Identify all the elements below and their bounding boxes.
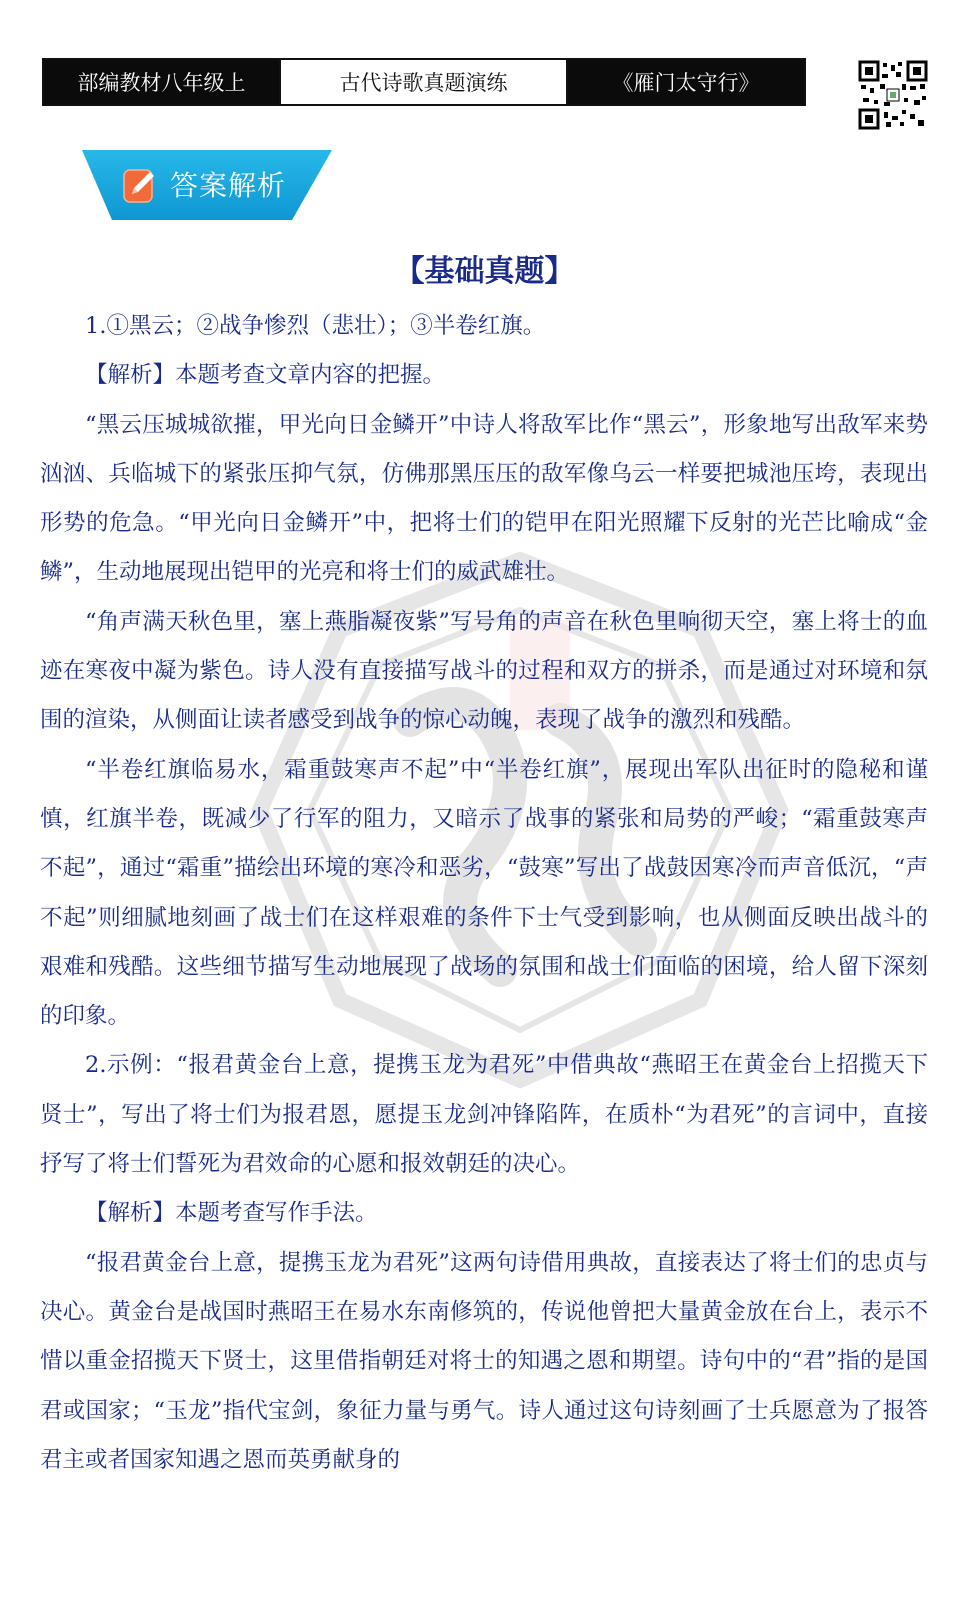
pencil-note-icon	[122, 166, 160, 204]
answer-content	[40, 302, 928, 1485]
badge-label: 答案解析	[170, 169, 287, 202]
header-bar	[42, 58, 806, 106]
qr-code-icon	[858, 60, 928, 130]
answer-analysis-badge	[82, 150, 332, 220]
analysis-paragraph: “黑云压城城欲摧，甲光向日金鳞开”中诗人将敌军比作“黑云”，形象地写出敌军来势汹汹、兵临城下的紧张压抑气氛，仿佛那黑压压的敌军像乌云一样要把城池压垮，表现出形势的危急。“甲光向日金鳞开”中，把将士们的铠甲在阳光照耀下反射的光芒比喻成“金鳞”，生动地展现出铠甲的光亮和将士们的威武雄壮。	[40, 411, 928, 586]
analysis-paragraph: “角声满天秋色里，塞上燕脂凝夜紫”写号角的声音在秋色里响彻天空，塞上将士的血迹在寒夜中凝为紫色。诗人没有直接描写战斗的过程和双方的拼杀，而是通过对环境和氛围的渲染，从侧面让读者感受到战争的惊心动魄，表现了战争的激烈和残酷。	[40, 608, 928, 734]
answer-2: 2.示例：“报君黄金台上意，提携玉龙为君死”中借典故“燕昭王在黄金台上招揽天下贤士”，写出了将士们为报君恩，愿提玉龙剑冲锋陷阵，在质朴“为君死”的言词中，直接抒写了将士们誓死为君效命的心愿和报效朝廷的决心。	[40, 1052, 928, 1178]
analysis-paragraph: “半卷红旗临易水，霜重鼓寒声不起”中“半卷红旗”，展现出军队出征时的隐秘和谨慎，红旗半卷，既减少了行军的阻力，又暗示了战事的紧张和局势的严峻；“霜重鼓寒声不起”，通过“霜重”描绘出环境的寒冷和恶劣，“鼓寒”写出了战鼓因寒冷而声音低沉，“声不起”则细腻地刻画了战士们在这样艰难的条件下士气受到影响，也从侧面反映出战斗的艰难和残酷。这些细节描写生动地展现了战场的氛围和战士们面临的困境，给人留下深刻的印象。	[40, 756, 928, 1030]
header-grade: 部编教材八年级上	[44, 60, 279, 104]
analysis-1-heading: 【解析】本题考查文章内容的把握。	[85, 362, 446, 389]
header-topic: 古代诗歌真题演练	[279, 60, 568, 104]
analysis-2-heading: 【解析】本题考查写作手法。	[85, 1200, 378, 1227]
answer-1: 1.①黑云；②战争惨烈（悲壮）；③半卷红旗。	[85, 313, 546, 339]
section-title: 【基础真题】	[394, 254, 575, 289]
header-poem-title: 《雁门太守行》	[568, 60, 804, 104]
analysis-paragraph: “报君黄金台上意，提携玉龙为君死”这两句诗借用典故，直接表达了将士们的忠贞与决心。黄金台是战国时燕昭王在易水东南修筑的，传说他曾把大量黄金放在台上，表示不惜以重金招揽天下贤士，这里借指朝廷对将士的知遇之恩和期望。诗句中的“君”指的是国君或国家；“玉龙”指代宝剑，象征力量与勇气。诗人通过这句诗刻画了士兵愿意为了报答君主或者国家知遇之恩而英勇献身的	[40, 1249, 928, 1473]
